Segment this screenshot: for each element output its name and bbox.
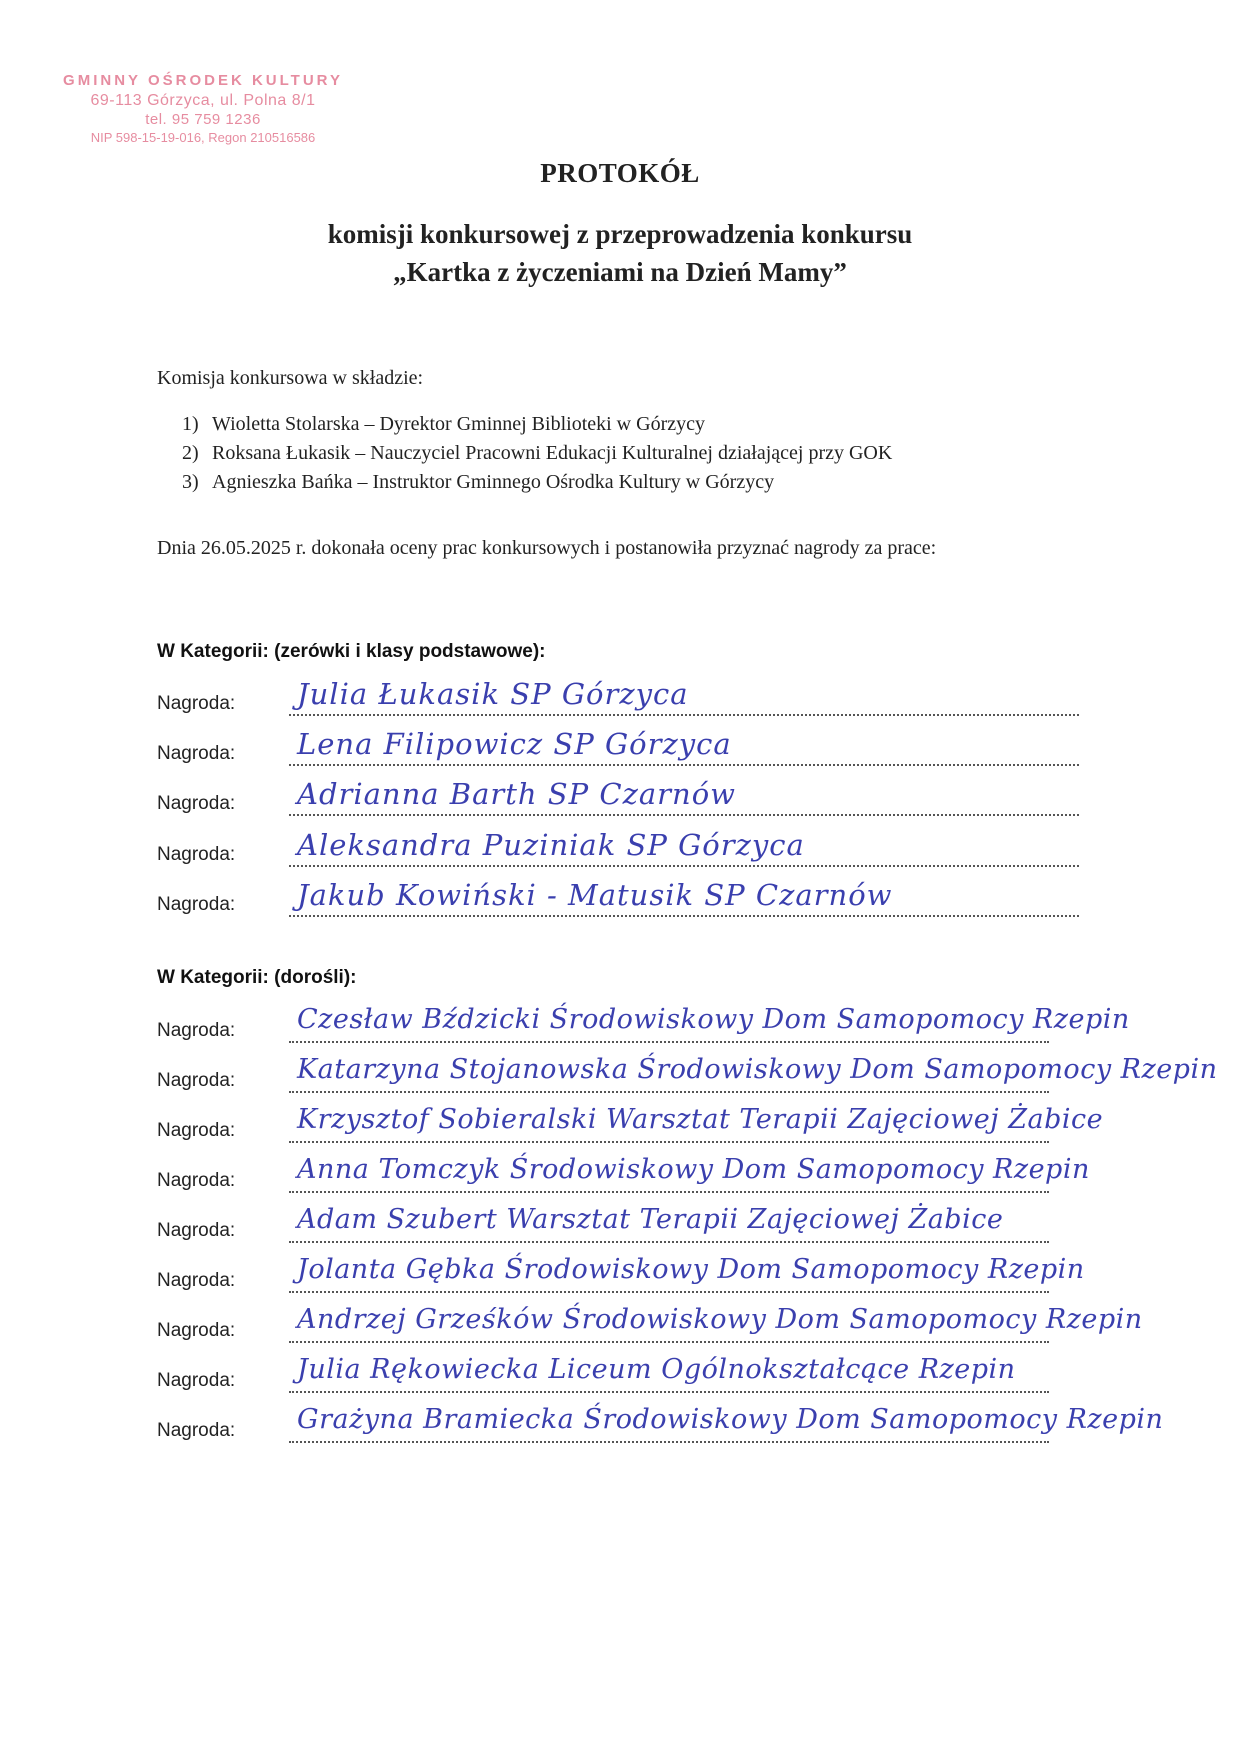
award-winner-handwritten: Katarzyna Stojanowska Środowiskowy Dom Samopomocy Rzepin (297, 1054, 1218, 1085)
award-winner-handwritten: Krzysztof Sobieralski Warsztat Terapii Zajęciowej Żabice (297, 1104, 1104, 1135)
award-label: Nagroda: (157, 1120, 236, 1141)
award-winner-handwritten: Andrzej Grześków Środowiskowy Dom Samopomocy Rzepin (297, 1304, 1143, 1335)
award-label: Nagroda: (157, 1070, 236, 1091)
member-text: Roksana Łukasik – Nauczyciel Pracowni Edukacji Kulturalnej działającej przy GOK (212, 442, 893, 464)
category-children-heading: W Kategorii: (zerówki i klasy podstawowe): (157, 641, 546, 662)
dotted-line (289, 915, 1079, 917)
award-label: Nagroda: (157, 1370, 236, 1391)
dotted-line (289, 1291, 1049, 1293)
stamp-line-nip-regon: NIP 598-15-19-016, Regon 210516586 (90, 129, 316, 145)
award-winner-handwritten: Aleksandra Puziniak SP Górzyca (297, 828, 805, 862)
award-label: Nagroda: (157, 1170, 236, 1191)
document-title: PROTOKÓŁ (540, 158, 700, 188)
member-number: 3) (182, 471, 199, 493)
award-winner-handwritten: Adam Szubert Warsztat Terapii Zajęciowej Żabice (297, 1204, 1004, 1235)
award-winner-handwritten: Jolanta Gębka Środowiskowy Dom Samopomocy Rzepin (297, 1254, 1085, 1285)
dotted-line (289, 1441, 1049, 1443)
dotted-line (289, 764, 1079, 766)
decision-paragraph: Dnia 26.05.2025 r. dokonała oceny prac konkursowych i postanowiła przyznać nagrody za prace: (157, 537, 937, 559)
dotted-line (289, 1391, 1049, 1393)
member-number: 2) (182, 442, 199, 464)
dotted-line (289, 1191, 1049, 1193)
stamp-line-address: 69-113 Górzyca, ul. Polna 8/1 (90, 91, 316, 109)
member-number: 1) (182, 413, 199, 435)
award-label: Nagroda: (157, 1320, 236, 1341)
committee-intro: Komisja konkursowa w składzie: (157, 367, 424, 389)
dotted-line (289, 1141, 1049, 1143)
dotted-line (289, 814, 1079, 816)
dotted-line (289, 1241, 1049, 1243)
institution-stamp (58, 72, 348, 146)
award-winner-handwritten: Julia Łukasik SP Górzyca (297, 677, 689, 711)
committee-member (182, 468, 892, 497)
dotted-line (289, 865, 1079, 867)
award-label: Nagroda: (157, 1420, 236, 1441)
dotted-line (289, 714, 1079, 716)
document-subtitle-line1: komisji konkursowej z przeprowadzenia konkursu (327, 219, 913, 249)
stamp-line-phone: tel. 95 759 1236 (145, 110, 261, 128)
document-subtitle-line2: „Kartka z życzeniami na Dzień Mamy” (393, 257, 847, 287)
award-label: Nagroda: (157, 1020, 236, 1041)
award-winner-handwritten: Julia Rękowiecka Liceum Ogólnokształcące Rzepin (297, 1354, 1016, 1385)
committee-member (182, 439, 892, 468)
award-label: Nagroda: (157, 844, 236, 865)
award-label: Nagroda: (157, 793, 236, 814)
committee-member (182, 410, 892, 439)
award-winner-handwritten: Anna Tomczyk Środowiskowy Dom Samopomocy Rzepin (297, 1154, 1090, 1185)
member-text: Wioletta Stolarska – Dyrektor Gminnej Biblioteki w Górzycy (212, 413, 705, 435)
award-label: Nagroda: (157, 1220, 236, 1241)
committee-member-list (182, 410, 892, 497)
award-winner-handwritten: Czesław Bździcki Środowiskowy Dom Samopomocy Rzepin (297, 1004, 1130, 1035)
award-label: Nagroda: (157, 743, 236, 764)
stamp-line-name: GMINNY OŚRODEK KULTURY (63, 72, 343, 89)
award-label: Nagroda: (157, 1270, 236, 1291)
category-adults-heading: W Kategorii: (dorośli): (157, 967, 357, 988)
dotted-line (289, 1091, 1049, 1093)
award-winner-handwritten: Adrianna Barth SP Czarnów (297, 777, 736, 811)
dotted-line (289, 1041, 1049, 1043)
member-text: Agnieszka Bańka – Instruktor Gminnego Ośrodka Kultury w Górzycy (212, 471, 775, 493)
award-winner-handwritten: Grażyna Bramiecka Środowiskowy Dom Samopomocy Rzepin (297, 1404, 1164, 1435)
award-winner-handwritten: Lena Filipowicz SP Górzyca (297, 727, 732, 761)
award-label: Nagroda: (157, 894, 236, 915)
award-label: Nagroda: (157, 693, 236, 714)
award-winner-handwritten: Jakub Kowiński - Matusik SP Czarnów (297, 878, 893, 912)
dotted-line (289, 1341, 1049, 1343)
